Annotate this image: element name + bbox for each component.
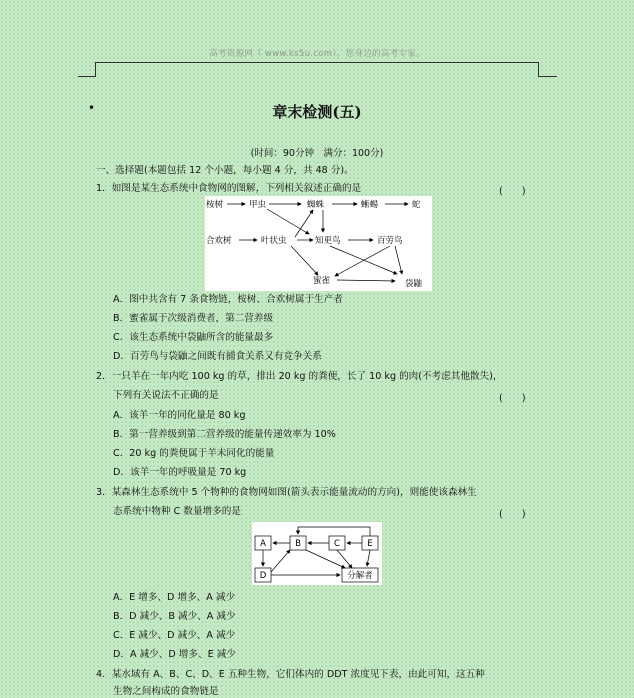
- q3-option-d: D．A 减少、D 增多、E 减少: [113, 649, 236, 660]
- q1-node-label: 叶状虫: [261, 236, 287, 246]
- q2-option-d: D．该羊一年的呼吸量是 70 kg: [113, 467, 247, 478]
- q3-answer-paren: ( ): [499, 509, 526, 520]
- bullet-marker: •: [88, 101, 96, 115]
- q1-option-a: A．图中共含有 7 条食物链，桉树、合欢树属于生产者: [113, 294, 343, 305]
- q2-answer-paren: ( ): [499, 393, 526, 404]
- header-rule: [95, 62, 538, 63]
- q1-node-label: 桉树: [206, 200, 224, 210]
- q1-option-c: C．该生态系统中袋鼬所含的能量最多: [113, 332, 274, 343]
- q1-node-label: 知更鸟: [315, 236, 341, 246]
- page-title: 章末检测(五): [272, 103, 362, 121]
- q2-stem-line1: 2．一只羊在一年内吃 100 kg 的草，排出 20 kg 的粪便，长了 10 kg 的肉(不考虑其他散失)，: [96, 371, 503, 382]
- q4-stem-line2: 生物之间构成的食物链是: [113, 686, 219, 697]
- q3-food-web-figure: [252, 522, 382, 585]
- q3-option-b: B．D 减少、B 减少、A 减少: [113, 611, 236, 622]
- q2-stem-line2: 下列有关说法不正确的是: [113, 390, 219, 401]
- header-corner-right-v: [538, 62, 539, 76]
- header-corner-left-v: [95, 62, 96, 76]
- q1-node-label: 蜘蛛: [307, 200, 325, 210]
- q3-stem-line1: 3．某森林生态系统中 5 个物种的食物网如图(箭头表示能量流动的方向)，则能使该森林生: [96, 487, 477, 498]
- q3-node-label: B: [295, 539, 301, 549]
- q1-node-label: 袋鼬: [405, 279, 423, 289]
- q1-node-label: 百劳鸟: [377, 236, 403, 246]
- q1-node-label: 合欢树: [206, 236, 232, 246]
- q2-option-a: A．该羊一年的同化量是 80 kg: [113, 410, 246, 421]
- q3-option-c: C．E 减少、D 减少、A 减少: [113, 630, 236, 641]
- q1-answer-paren: ( ): [499, 186, 526, 197]
- q1-node-label: 蜥蜴: [361, 200, 379, 210]
- header-corner-right-h: [538, 76, 557, 77]
- header-corner-left-h: [78, 76, 96, 77]
- q1-stem: 1．如图是某生态系统中食物网的图解，下列相关叙述正确的是: [96, 183, 362, 194]
- q3-option-a: A．E 增多、D 增多、A 减少: [113, 592, 236, 603]
- section-heading: 一、选择题(本题包括 12 个小题，每小题 4 分，共 48 分)。: [96, 165, 354, 176]
- q2-option-c: C．20 kg 的粪便属于羊未同化的能量: [113, 448, 275, 459]
- q1-option-b: B．蜜雀属于次级消费者，第二营养级: [113, 313, 274, 324]
- q3-node-label: D: [259, 571, 267, 581]
- q1-node-label: 蛇: [412, 200, 421, 210]
- q1-node-label: 蜜雀: [313, 276, 331, 286]
- q3-node-label: A: [260, 539, 266, 549]
- q1-option-d: D．百劳鸟与袋鼬之间既有捕食关系又有竞争关系: [113, 351, 322, 362]
- q1-node-label: 甲虫: [249, 200, 267, 210]
- page-subtitle: (时间：90分钟 满分：100分): [250, 148, 384, 159]
- q4-stem-line1: 4．某水域有 A、B、C、D、E 五种生物，它们体内的 DDT 浓度见下表，由此可知，这五种: [96, 669, 485, 680]
- q3-node-label: C: [334, 539, 340, 549]
- q3-node-label: E: [367, 539, 373, 549]
- q3-node-label: 分解者: [347, 571, 373, 581]
- q1-food-web-figure: [205, 196, 432, 291]
- q3-stem-line2: 态系统中物种 C 数量增多的是: [113, 506, 241, 517]
- header-text: 高考资源网（ www.ks5u.com），您身边的高考专家。: [209, 49, 425, 59]
- q2-option-b: B．第一营养级到第二营养级的能量传递效率为 10%: [113, 429, 336, 440]
